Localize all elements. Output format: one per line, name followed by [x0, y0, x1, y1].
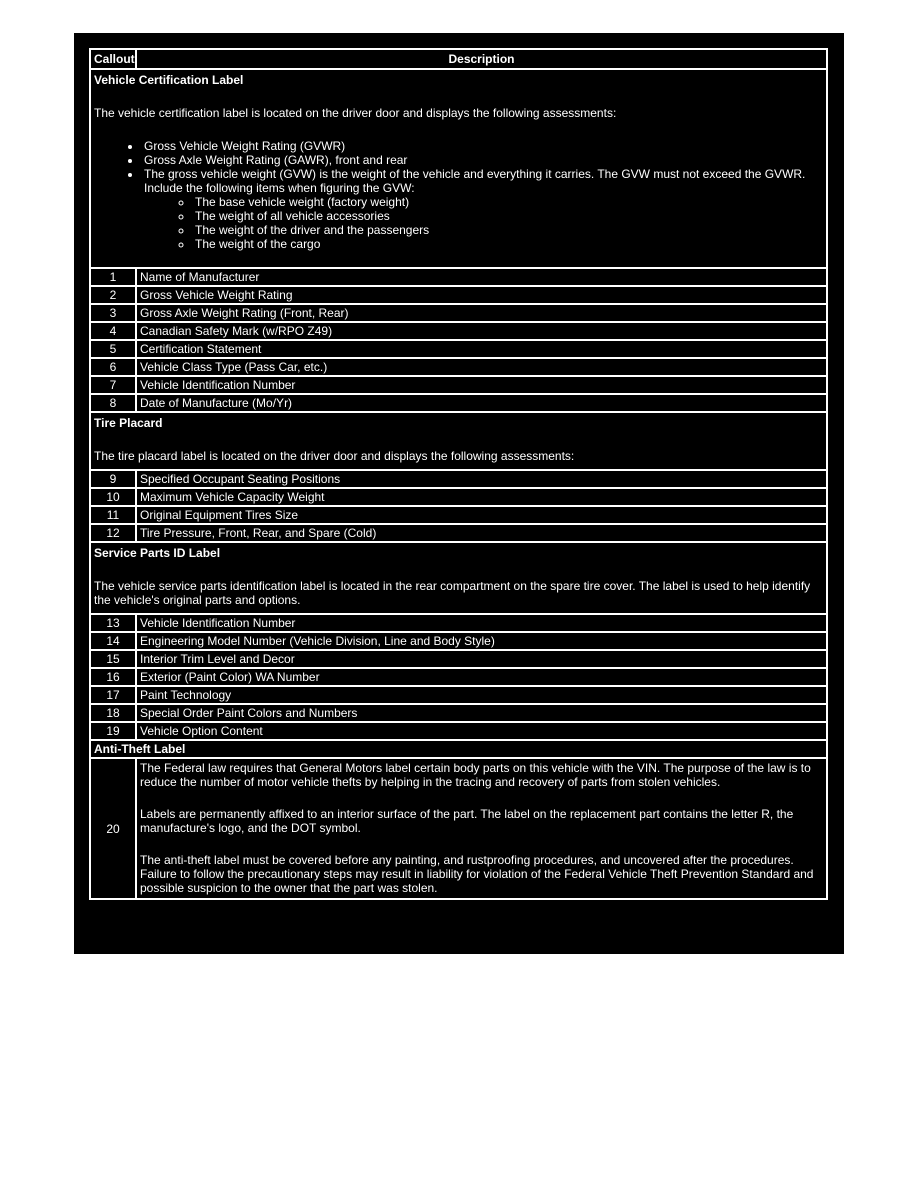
callout-number: 20: [90, 758, 136, 899]
callout-number: 5: [90, 340, 136, 358]
callout-number: 1: [90, 268, 136, 286]
callout-number: 12: [90, 524, 136, 542]
section-service-parts: [90, 542, 827, 614]
table-row: [90, 340, 827, 358]
callout-description: Paint Technology: [136, 686, 827, 704]
table-row: [90, 304, 827, 322]
callout-description: Maximum Vehicle Capacity Weight: [136, 488, 827, 506]
callout-number: 19: [90, 722, 136, 740]
sub-bullet-item: ◦ The weight of the driver and the passengers: [193, 223, 823, 237]
paragraph: The Federal law requires that General Motors label certain body parts on this vehicle with the VIN. The purpose of the law is to reduce the number of motor vehicle thefts by helping in the tracing and recovery of parts from stolen vehicles.: [140, 761, 811, 789]
callout-description: Exterior (Paint Color) WA Number: [136, 668, 827, 686]
table-row: [90, 650, 827, 668]
bullet-text: The gross vehicle weight (GVW) is the weight of the vehicle and everything it carries. The GVW must not exceed the GVWR. Include the following items when figuring the GVW:: [144, 167, 806, 195]
table-row: [90, 376, 827, 394]
table-row: [90, 394, 827, 412]
callout-number: 11: [90, 506, 136, 524]
section-intro: The tire placard label is located on the driver door and displays the following assessments:: [94, 449, 575, 463]
table-row: [90, 614, 827, 632]
bullet-item: • Gross Vehicle Weight Rating (GVWR): [142, 139, 823, 153]
bullet-list: [94, 139, 823, 251]
callout-number: 8: [90, 394, 136, 412]
table-row: [90, 686, 827, 704]
callout-description: Original Equipment Tires Size: [136, 506, 827, 524]
description-column-header: Description: [136, 49, 827, 69]
callout-description: Vehicle Option Content: [136, 722, 827, 740]
table-row: [90, 668, 827, 686]
section-title: Vehicle Certification Label: [94, 73, 244, 87]
callout-number: 2: [90, 286, 136, 304]
callout-number: 18: [90, 704, 136, 722]
sub-bullet-item: ◦ The base vehicle weight (factory weight): [193, 195, 823, 209]
table-row: [90, 524, 827, 542]
section-title: Tire Placard: [94, 416, 163, 430]
section-vehicle-cert: [90, 69, 827, 268]
section-row-service-parts: [90, 542, 827, 614]
table-row: [90, 632, 827, 650]
table-row: [90, 722, 827, 740]
callout-number: 3: [90, 304, 136, 322]
callout-description: [136, 758, 827, 899]
callout-number: 13: [90, 614, 136, 632]
callout-description: Engineering Model Number (Vehicle Division, Line and Body Style): [136, 632, 827, 650]
callout-description: Tire Pressure, Front, Rear, and Spare (Cold): [136, 524, 827, 542]
table-header-row: [90, 49, 827, 69]
callout-description: Special Order Paint Colors and Numbers: [136, 704, 827, 722]
table-row: [90, 268, 827, 286]
table-row: [90, 322, 827, 340]
paragraph: Labels are permanently affixed to an interior surface of the part. The label on the replacement part contains the letter R, the manufacture's logo, and the DOT symbol.: [140, 807, 794, 835]
callout-description: Gross Axle Weight Rating (Front, Rear): [136, 304, 827, 322]
callout-description: Name of Manufacturer: [136, 268, 827, 286]
table-row: [90, 358, 827, 376]
callout-description: Interior Trim Level and Decor: [136, 650, 827, 668]
section-intro: The vehicle service parts identification label is located in the rear compartment on the spare tire cover. The label is used to help identify the vehicle's original parts and options.: [94, 579, 811, 607]
section-tire-placard: [90, 412, 827, 470]
callout-description: Specified Occupant Seating Positions: [136, 470, 827, 488]
section-title: Service Parts ID Label: [94, 546, 221, 560]
sub-bullet-list: [144, 195, 823, 251]
section-row-vehicle-cert: [90, 69, 827, 268]
callout-number: 17: [90, 686, 136, 704]
section-title: Anti-Theft Label: [94, 742, 186, 756]
callout-number: 4: [90, 322, 136, 340]
callout-number: 15: [90, 650, 136, 668]
table-row: [90, 506, 827, 524]
callout-column-header: Callout: [90, 49, 136, 69]
table-row: [90, 488, 827, 506]
paragraph: The anti-theft label must be covered before any painting, and rustproofing procedures, and uncovered after the procedures. Failure to follow the precautionary steps may result in liability for violation of the Federal Vehicle Theft Prevention Standard and possible suspicion to the owner that the part was stolen.: [140, 853, 814, 895]
section-anti-theft-title: [90, 740, 827, 758]
callout-description: Vehicle Identification Number: [136, 614, 827, 632]
callout-description: Certification Statement: [136, 340, 827, 358]
callout-description: Gross Vehicle Weight Rating: [136, 286, 827, 304]
section-row-anti-theft: [90, 740, 827, 758]
callout-number: 16: [90, 668, 136, 686]
section-row-tire-placard: [90, 412, 827, 470]
callout-description: Vehicle Class Type (Pass Car, etc.): [136, 358, 827, 376]
bullet-item: • Gross Axle Weight Rating (GAWR), front and rear: [142, 153, 823, 167]
callout-number: 6: [90, 358, 136, 376]
callout-number: 10: [90, 488, 136, 506]
table-row: [90, 758, 827, 899]
callout-number: 9: [90, 470, 136, 488]
table-row: [90, 704, 827, 722]
bullet-item: [142, 167, 823, 251]
sub-bullet-item: ◦ The weight of all vehicle accessories: [193, 209, 823, 223]
callout-number: 7: [90, 376, 136, 394]
callout-table: [89, 48, 828, 900]
table-row: [90, 470, 827, 488]
table-row: [90, 286, 827, 304]
document-sheet: [74, 33, 844, 954]
callout-description: Canadian Safety Mark (w/RPO Z49): [136, 322, 827, 340]
callout-number: 14: [90, 632, 136, 650]
section-intro: The vehicle certification label is located on the driver door and displays the following assessments:: [94, 106, 617, 120]
callout-description: Vehicle Identification Number: [136, 376, 827, 394]
sub-bullet-item: ◦ The weight of the cargo: [193, 237, 823, 251]
callout-description: Date of Manufacture (Mo/Yr): [136, 394, 827, 412]
